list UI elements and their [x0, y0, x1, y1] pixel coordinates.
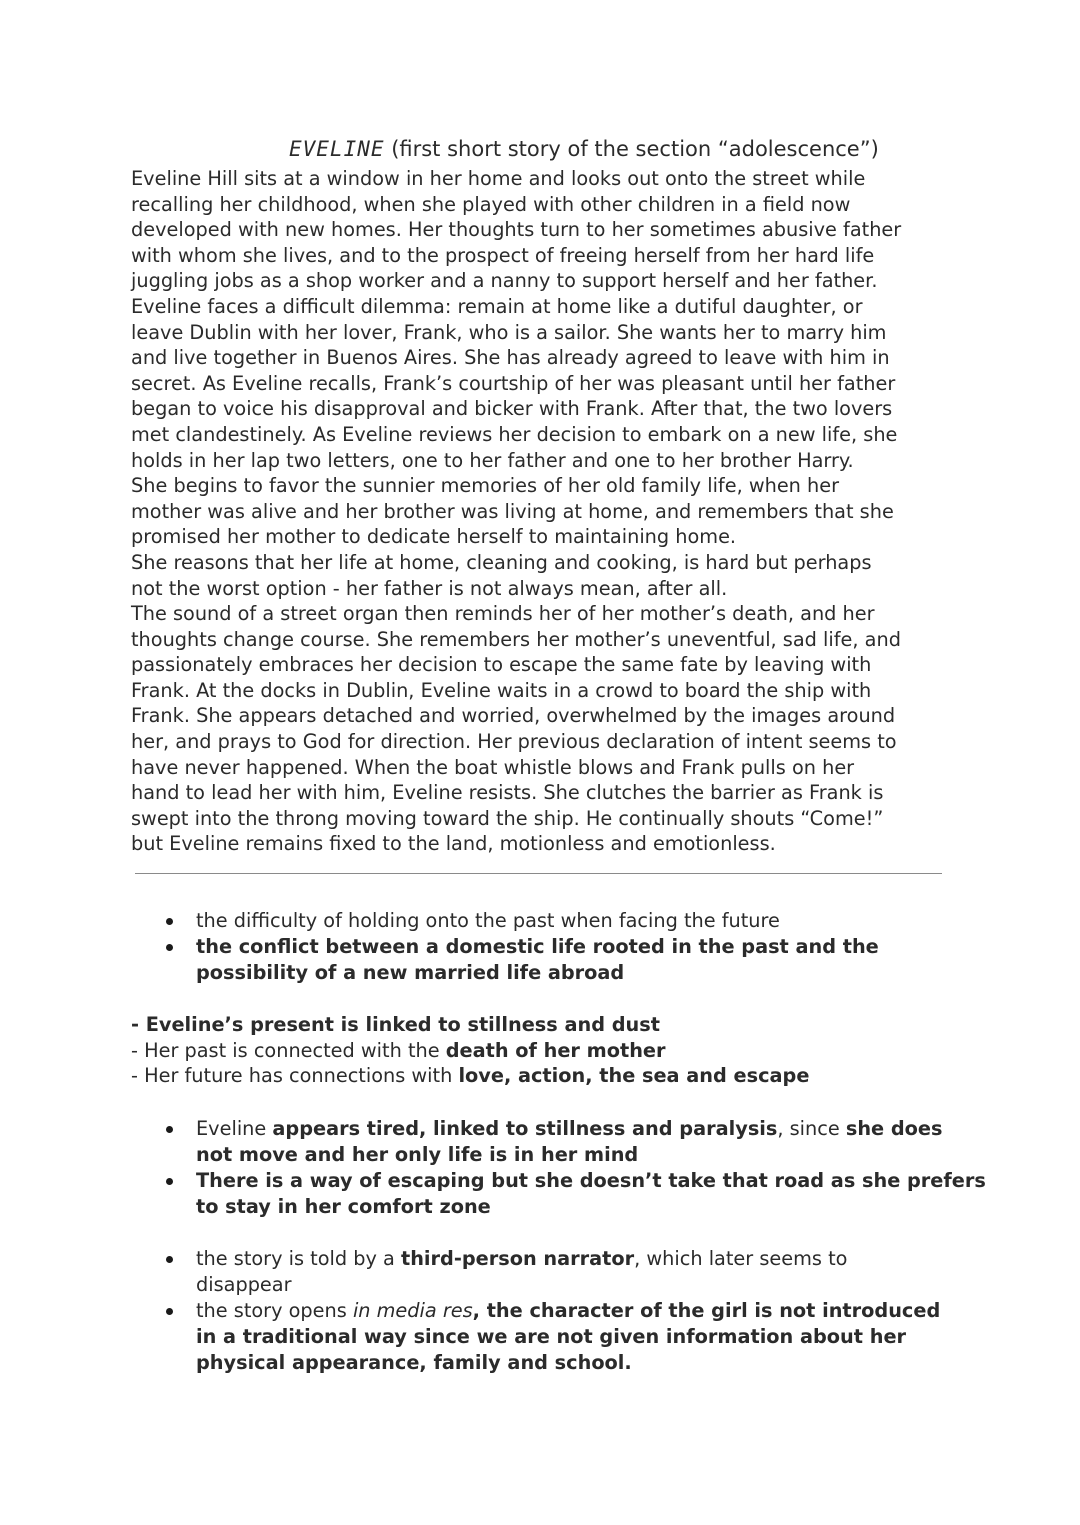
bullet-text: in a traditional way since we are not given information about her: [196, 1325, 907, 1348]
summary-line: Eveline faces a difficult dilemma: remain at home like a dutiful daughter, or: [131, 294, 863, 318]
character-list: [160, 1116, 986, 1220]
dash-item-future: - Her future has connections with love, action, the sea and escape: [131, 1064, 810, 1088]
summary-line: Eveline Hill sits at a window in her home and looks out onto the street while: [131, 167, 866, 190]
title-word: EVELINE: [289, 137, 385, 161]
page-title: [289, 135, 879, 163]
bullet-item: [160, 1168, 986, 1220]
bullet-text: physical appearance, family and school.: [196, 1351, 632, 1374]
summary-line: promised her mother to dedicate herself to maintaining home.: [131, 525, 737, 549]
summary-paragraph: [131, 166, 961, 857]
summary-line: mother was alive and her brother was living at home, and remembers that she: [131, 499, 894, 523]
bullet-item: [160, 1246, 940, 1298]
horizontal-divider: [135, 873, 942, 874]
bullet-text: the story is told by a third-person narrator, which later seems to: [196, 1247, 848, 1270]
bullet-text: not move and her only life is in her mind: [196, 1143, 639, 1166]
summary-line: Frank. At the docks in Dublin, Eveline waits in a crowd to board the ship with: [131, 678, 872, 702]
themes-list: [160, 908, 879, 986]
bullet-text: There is a way of escaping but she doesn’t take that road as she prefers: [196, 1169, 986, 1192]
bullet-text: Eveline appears tired, linked to stillness and paralysis, since she does: [196, 1117, 943, 1140]
summary-line: swept into the throng moving toward the ship. He continually shouts “Come!”: [131, 806, 884, 830]
summary-line: Frank. She appears detached and worried, overwhelmed by the images around: [131, 704, 896, 728]
summary-line: The sound of a street organ then reminds her of her mother’s death, and her: [131, 602, 875, 626]
summary-line: began to voice his disapproval and bicker with Frank. After that, the two lovers: [131, 397, 893, 421]
bullet-item: [160, 1116, 986, 1168]
summary-line: She begins to favor the sunnier memories of her old family life, when her: [131, 474, 840, 498]
bullet-text: the story opens in media res, the character of the girl is not introduced: [196, 1299, 941, 1322]
summary-line: secret. As Eveline recalls, Frank’s courtship of her was pleasant until her father: [131, 371, 896, 395]
bullet-text: the conflict between a domestic life rooted in the past and the: [196, 935, 879, 958]
summary-line: passionately embraces her decision to escape the same fate by leaving with: [131, 653, 872, 677]
narration-list: [160, 1246, 940, 1376]
summary-line: with whom she lives, and to the prospect of freeing herself from her hard life: [131, 243, 875, 267]
summary-line: thoughts change course. She remembers her mother’s uneventful, sad life, and: [131, 627, 901, 651]
dash-item-present: - Eveline’s present is linked to stillness and dust: [131, 1013, 660, 1036]
summary-line: but Eveline remains fixed to the land, motionless and emotionless.: [131, 832, 776, 856]
summary-line: She reasons that her life at home, cleaning and cooking, is hard but perhaps: [131, 550, 872, 574]
summary-line: developed with new homes. Her thoughts turn to her sometimes abusive father: [131, 218, 902, 242]
summary-line: met clandestinely. As Eveline reviews her decision to embark on a new life, she: [131, 422, 898, 446]
bullet-text: possibility of a new married life abroad: [196, 961, 625, 984]
bullet-item: [160, 1298, 940, 1376]
summary-line: her, and prays to God for direction. Her previous declaration of intent seems to: [131, 730, 897, 754]
bullet-item: [160, 908, 879, 934]
time-links-list: [131, 1012, 809, 1089]
dash-item-past: - Her past is connected with the death of her mother: [131, 1038, 666, 1062]
summary-line: have never happened. When the boat whistle blows and Frank pulls on her: [131, 755, 855, 779]
summary-line: and live together in Buenos Aires. She has already agreed to leave with him in: [131, 346, 890, 370]
summary-line: holds in her lap two letters, one to her father and one to her brother Harry.: [131, 448, 854, 472]
bullet-item: [160, 934, 879, 986]
summary-line: leave Dublin with her lover, Frank, who is a sailor. She wants her to marry him: [131, 320, 887, 344]
summary-line: recalling her childhood, when she played with other children in a field now: [131, 192, 851, 216]
title-subtitle: (first short story of the section “adolescence”): [384, 137, 879, 161]
bullet-text: to stay in her comfort zone: [196, 1195, 491, 1218]
bullet-text: the difficulty of holding onto the past when facing the future: [196, 909, 780, 932]
summary-line: juggling jobs as a shop worker and a nanny to support herself and her father.: [131, 269, 878, 293]
summary-line: hand to lead her with him, Eveline resists. She clutches the barrier as Frank is: [131, 781, 884, 805]
summary-line: not the worst option - her father is not always mean, after all.: [131, 576, 728, 600]
bullet-text: disappear: [196, 1273, 292, 1296]
